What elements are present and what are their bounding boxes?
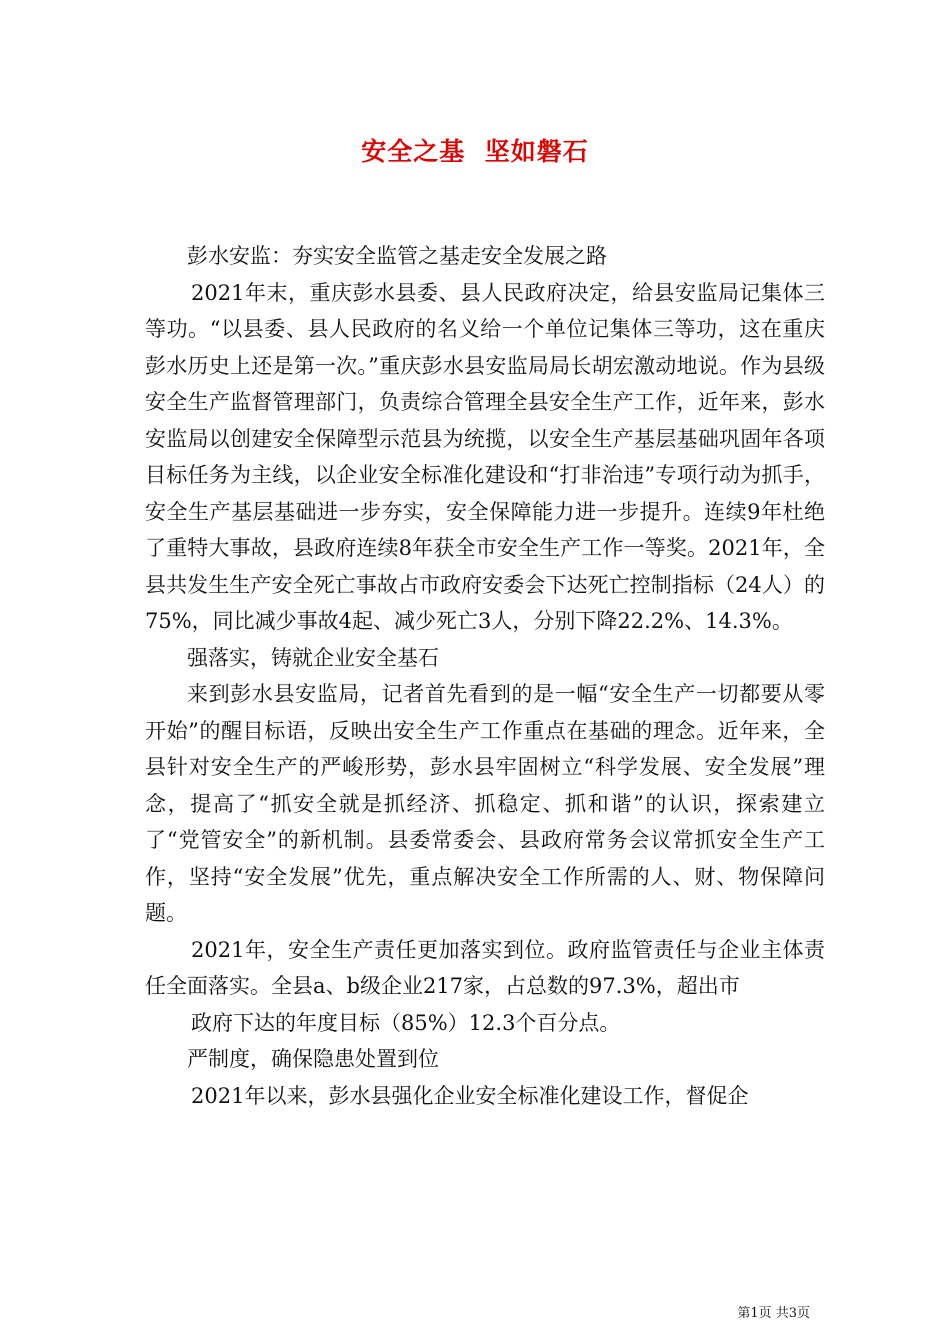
body-paragraph: 2021年，安全生产责任更加落实到位。政府监管责任与企业主体责任全面落实。全县a、b级企业217家，占总数的97.3%，超出市 [145, 937, 825, 998]
document-title: 安全之基 坚如磐石 [361, 137, 589, 166]
section-heading: 强落实，铸就企业安全基石 [187, 645, 439, 670]
body-paragraph: 2021年以来，彭水县强化企业安全标准化建设工作，督促企 [191, 1083, 749, 1108]
body-paragraph: 政府下达的年度目标（85%）12.3个百分点。 [191, 1010, 621, 1035]
section-heading: 严制度，确保隐患处置到位 [187, 1047, 439, 1071]
page-footer: 第1页 共3页 [737, 1306, 810, 1321]
body-paragraph: 2021年末，重庆彭水县委、县人民政府决定，给县安监局记集体三等功。“以县委、县人民政府的名义给一个单位记集体三等功，这在重庆彭水历史上还是第一次。”重庆彭水县安监局局长胡宏激动地说。作为县级安全生产监督管理部门，负责综合管理全县安全生产工作，近年来，彭水安监局以创建安全保障型示范县为统揽，以安全生产基层基础巩固年各项目标任务为主线，以企业安全标准化建设和“打非治违”专项行动为抓手，安全生产基层基础进一步夯实，安全保障能力进一步提升。连续9年杜绝了重特大事故，县政府连续8年获全市安全生产工作一等奖。2021年，全县共发生生产安全死亡事故占市政府安委会下达死亡控制指标（24人）的75%，同比减少事故4起、减少死亡3人，分别下降22.2%、14.3%。 [145, 280, 825, 633]
subtitle-paragraph: 彭水安监：夯实安全监管之基走安全发展之路 [187, 244, 607, 268]
document-body [145, 238, 825, 1114]
body-paragraph: 来到彭水县安监局，记者首先看到的是一幅“安全生产一切都要从零开始”的醒目标语，反映出安全生产工作重点在基础的理念。近年来，全县针对安全生产的严峻形势，彭水县牢固树立“科学发展、安全发展”理念，提高了“抓安全就是抓经济、抓稳定、抓和谐”的认识，探索建立了“党管安全”的新机制。县委常委会、县政府常务会议常抓安全生产工作，坚持“安全发展”优先，重点解决安全工作所需的人、财、物保障问题。 [145, 682, 825, 925]
